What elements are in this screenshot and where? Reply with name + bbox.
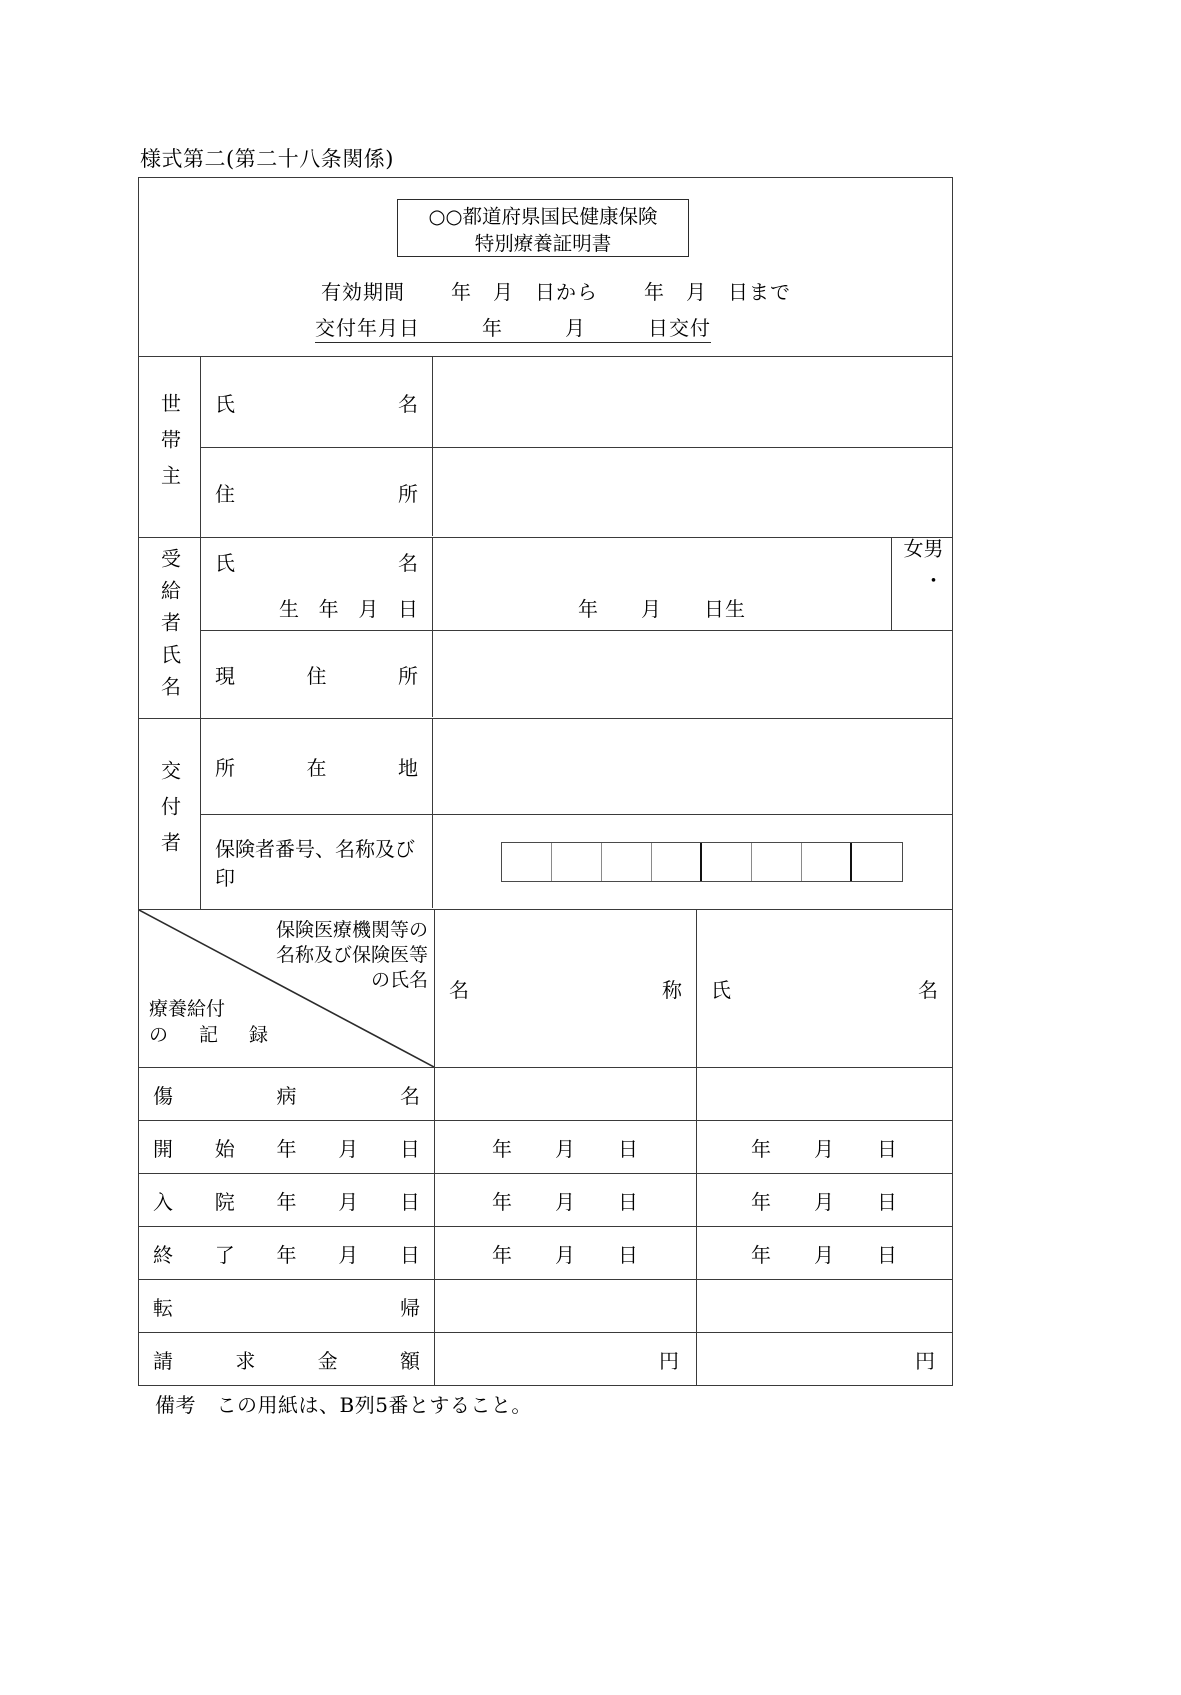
insurer-number-digit-7[interactable] xyxy=(802,843,852,881)
recipient-block xyxy=(139,538,952,719)
footer-note: 備考 この用紙は、B列5番とすること。 xyxy=(155,1393,532,1417)
insurer-number-label: 保険者番号、名称及び印 xyxy=(201,815,433,908)
record-row-col2-value[interactable] xyxy=(697,1280,952,1332)
issue-year: 年 xyxy=(482,316,503,340)
record-row-col2-value[interactable]: 年 月 日 xyxy=(751,1136,898,1161)
issuer-location-label: 所 在 地 xyxy=(201,719,433,814)
issue-day: 日交付 xyxy=(648,316,711,340)
insurer-number-digit-6[interactable] xyxy=(752,843,802,881)
recipient-current-address-label: 現 住 所 xyxy=(201,631,433,717)
issuer-location-row xyxy=(201,719,952,815)
record-row-col1-value[interactable]: 年 月 日 xyxy=(435,1227,697,1279)
insurer-number-digit-5[interactable] xyxy=(702,843,752,881)
record-title-label: 療養給付 の 記 録 xyxy=(149,998,275,1047)
record-row-col1-value[interactable]: 円 xyxy=(435,1333,697,1385)
record-col1-header: 名 称 xyxy=(435,910,697,1067)
table-row xyxy=(139,1174,952,1227)
table-row xyxy=(139,1227,952,1280)
validity-from: 年 月 日から xyxy=(451,280,598,304)
issue-month: 月 xyxy=(565,316,586,340)
recipient-name-value[interactable] xyxy=(433,538,891,584)
record-rows xyxy=(139,1068,952,1385)
issuer-side-label: 交付者 xyxy=(139,719,201,909)
validity-period-line xyxy=(321,276,791,305)
issue-date-label: 交付年月日 xyxy=(315,316,420,340)
householder-side-label: 世帯主 xyxy=(139,357,201,537)
record-row-label: 開 始 年 月 日 xyxy=(139,1121,435,1173)
record-row-col2-value[interactable]: 年 月 日 xyxy=(751,1242,898,1267)
record-col2-header: 氏 名 xyxy=(711,978,938,1002)
recipient-identity-row xyxy=(201,538,952,631)
record-row-label: 転 帰 xyxy=(139,1280,435,1332)
validity-label: 有効期間 xyxy=(321,280,405,304)
certificate-table xyxy=(138,177,953,1386)
treatment-record-header xyxy=(139,910,952,1068)
insurer-number-boxes[interactable] xyxy=(433,815,952,908)
record-row-col1-value[interactable] xyxy=(435,1068,697,1120)
record-row-label: 請 求 金 額 xyxy=(139,1333,435,1385)
householder-address-value[interactable] xyxy=(433,448,952,536)
record-row-col1-value[interactable]: 年 月 日 xyxy=(435,1174,697,1226)
recipient-name-label: 氏 名 xyxy=(215,550,418,575)
validity-to: 年 月 日まで xyxy=(644,280,791,304)
record-row-col2-value[interactable]: 円 xyxy=(915,1348,936,1373)
insurer-number-digit-1[interactable] xyxy=(502,843,552,881)
recipient-birth-value[interactable]: 年 月 日生 xyxy=(578,596,746,621)
certificate-title-line1: ○○都道府県国民健康保険 xyxy=(428,205,658,228)
record-diagonal-cell xyxy=(139,910,435,1067)
insurer-number-digit-2[interactable] xyxy=(552,843,602,881)
table-row xyxy=(139,1280,952,1333)
record-row-col2-value[interactable]: 年 月 日 xyxy=(751,1189,898,1214)
certificate-title-box xyxy=(397,199,689,257)
table-row xyxy=(139,1121,952,1174)
table-row xyxy=(139,1333,952,1385)
form-number-heading: 様式第二(第二十八条関係) xyxy=(140,147,394,171)
recipient-side-label: 受給者氏名 xyxy=(139,538,201,718)
householder-name-row xyxy=(201,357,952,448)
householder-name-label: 氏 名 xyxy=(201,357,433,447)
table-row xyxy=(139,1068,952,1121)
householder-name-value[interactable] xyxy=(433,357,952,447)
insurer-number-digit-8[interactable] xyxy=(852,843,902,881)
householder-address-label: 住 所 xyxy=(201,448,433,536)
record-row-label: 入 院 年 月 日 xyxy=(139,1174,435,1226)
record-row-col1-value[interactable] xyxy=(435,1280,697,1332)
insurer-number-row xyxy=(201,815,952,908)
insurer-number-digit-4[interactable] xyxy=(652,843,702,881)
insurer-number-digit-3[interactable] xyxy=(602,843,652,881)
issuer-location-value[interactable] xyxy=(433,719,952,814)
certificate-title-line2: 特別療養証明書 xyxy=(474,231,612,255)
recipient-current-address-value[interactable] xyxy=(433,631,952,717)
recipient-birth-label: 生 年 月 日 xyxy=(279,596,418,621)
certificate-header xyxy=(139,178,952,357)
record-row-col2-value[interactable] xyxy=(697,1068,952,1120)
record-row-label: 終 了 年 月 日 xyxy=(139,1227,435,1279)
record-row-label: 傷 病 名 xyxy=(139,1068,435,1120)
recipient-sex-field[interactable]: 男・女 xyxy=(900,538,944,602)
record-institution-label: 保険医療機関等の 名称及び保険医等 の氏名 xyxy=(275,919,428,992)
issue-date-line xyxy=(315,312,711,343)
recipient-current-address-row xyxy=(201,631,952,717)
householder-block xyxy=(139,357,952,538)
issuer-block xyxy=(139,719,952,910)
householder-address-row xyxy=(201,448,952,536)
record-row-col1-value[interactable]: 年 月 日 xyxy=(435,1121,697,1173)
